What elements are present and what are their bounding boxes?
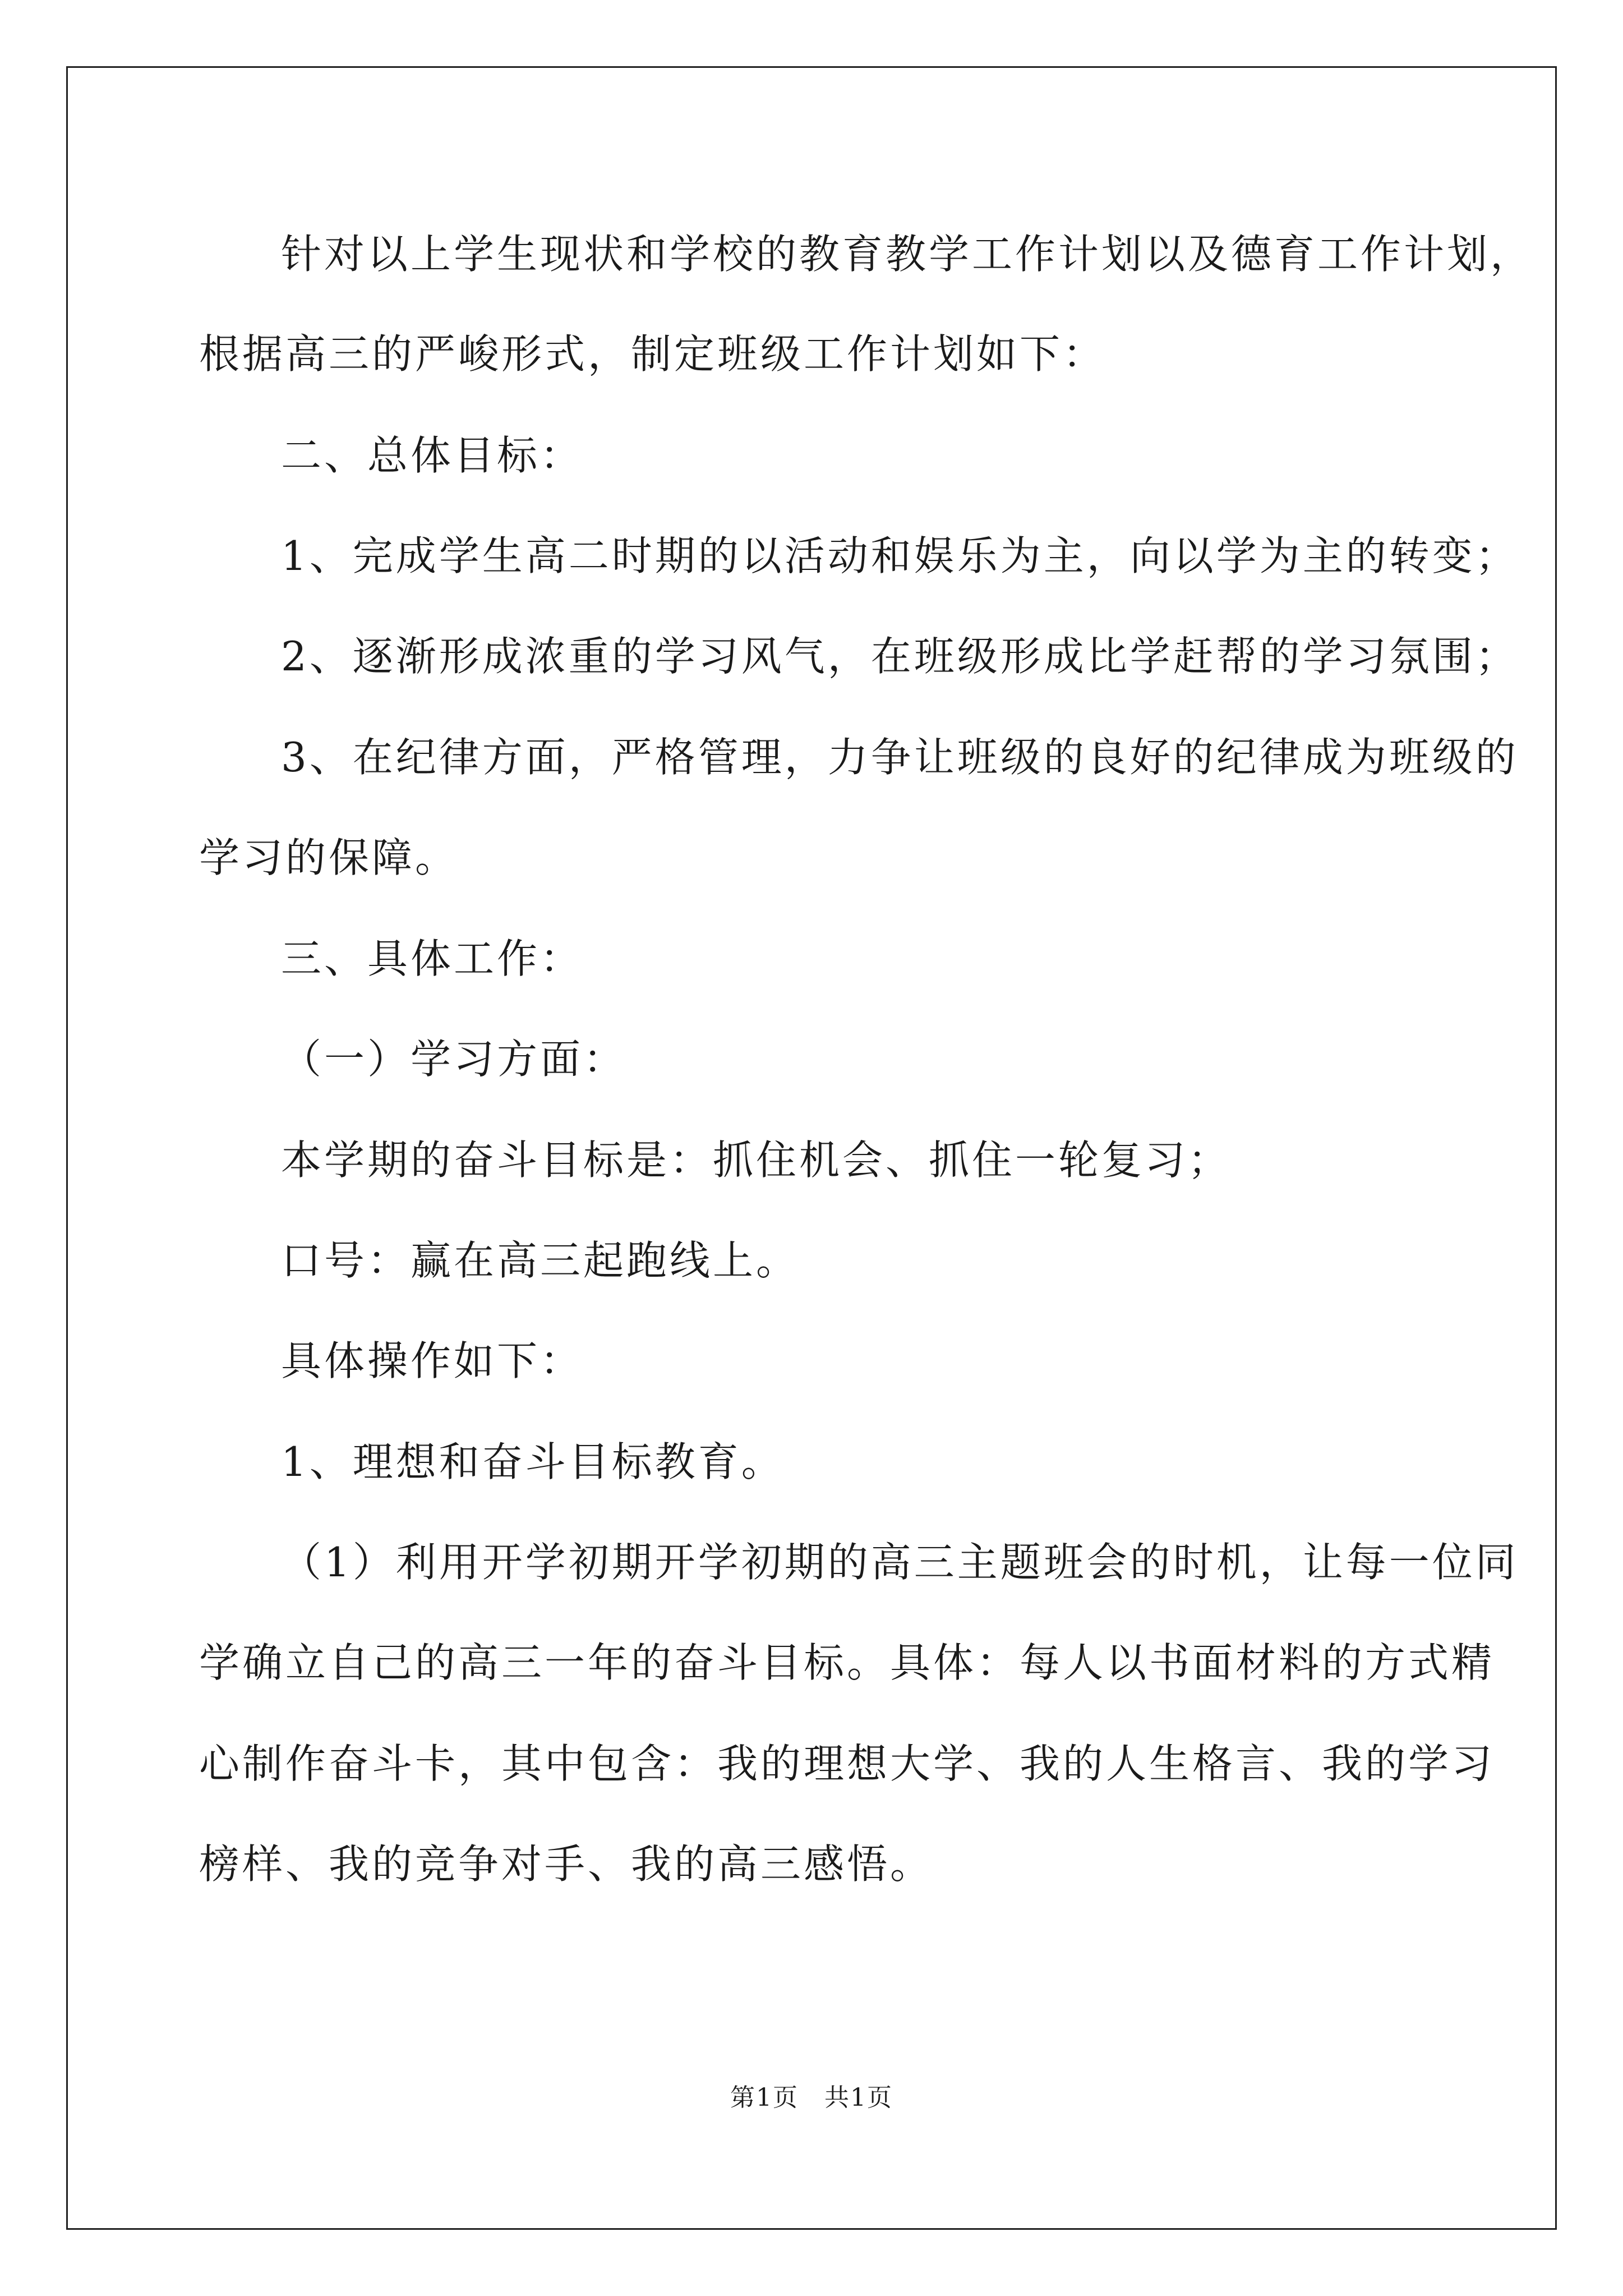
list-item: 1、理想和奋斗目标教育。	[281, 1438, 785, 1485]
paragraph-line: 具体操作如下：	[281, 1337, 584, 1384]
list-item: 1、完成学生高二时期的以活动和娱乐为主，向以学为主的转变；	[281, 532, 1519, 579]
paragraph-line: 根据高三的严峻形式，制定班级工作计划如下：	[199, 330, 1106, 378]
paragraph-line: 学习的保障。	[199, 834, 459, 881]
list-item: 3、在纪律方面，严格管理，力争让班级的良好的纪律成为班级的	[281, 734, 1519, 781]
subsection-heading: （一）学习方面：	[281, 1036, 627, 1083]
section-heading: 三、具体工作：	[281, 935, 584, 982]
section-heading: 二、总体目标：	[281, 432, 584, 479]
paragraph-line: 口号：赢在高三起跑线上。	[281, 1237, 800, 1284]
paragraph-line: 榜样、我的竞争对手、我的高三感悟。	[199, 1841, 934, 1888]
paragraph-line: 学确立自己的高三一年的奋斗目标。具体：每人以书面材料的方式精	[199, 1639, 1495, 1686]
paragraph-line: （1）利用开学初期开学初期的高三主题班会的时机，让每一位同	[281, 1539, 1519, 1586]
page-footer: 第1页 共1页	[730, 2083, 893, 2112]
paragraph-line: 本学期的奋斗目标是：抓住机会、抓住一轮复习；	[281, 1137, 1232, 1184]
paragraph-line: 针对以上学生现状和学校的教育教学工作计划以及德育工作计划，	[281, 231, 1534, 278]
paragraph-line: 心制作奋斗卡，其中包含：我的理想大学、我的人生格言、我的学习	[199, 1740, 1495, 1787]
list-item: 2、逐渐形成浓重的学习风气，在班级形成比学赶帮的学习氛围；	[281, 633, 1519, 680]
